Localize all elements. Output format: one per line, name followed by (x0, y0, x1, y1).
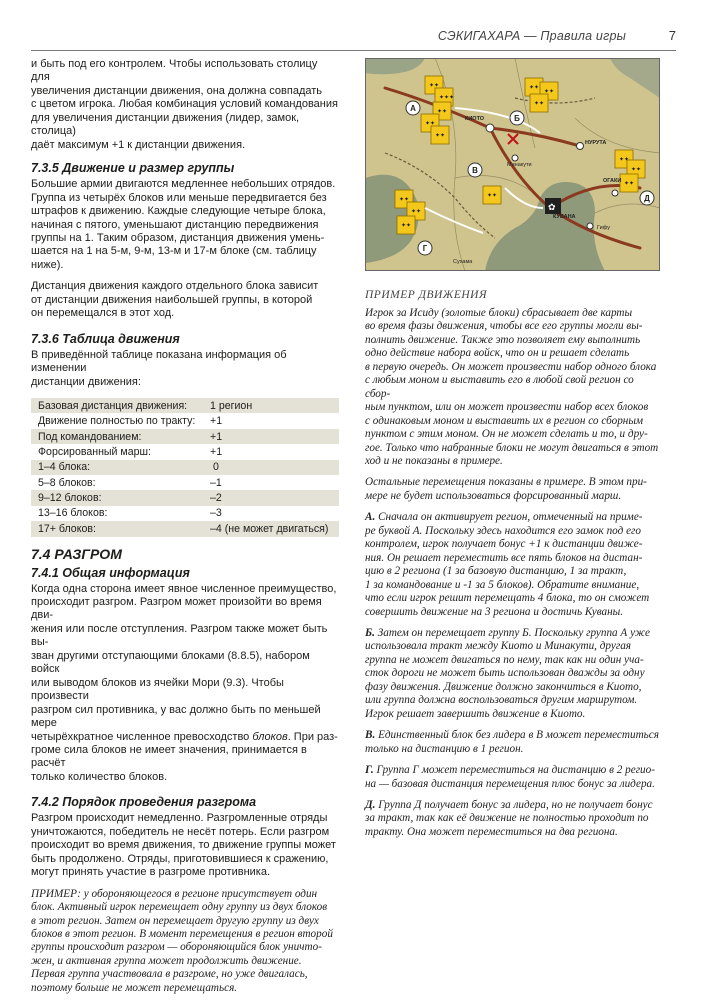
page-number: 7 (668, 28, 676, 43)
svg-text:✦✦: ✦✦ (429, 82, 440, 89)
marker-v: В (472, 166, 478, 175)
page-header (31, 26, 676, 51)
section-heading-7-4: 7.4 РАЗГРОМ (31, 545, 122, 562)
svg-text:✦✦: ✦✦ (435, 132, 446, 139)
label-minakuchi: Минакути (507, 162, 532, 168)
map-illustration (365, 58, 660, 271)
svg-text:✦✦: ✦✦ (487, 192, 498, 199)
paragraph-rout-general: Когда одна сторона имеет явное численное преимущество, происходит разгром. Разгром может произойти во время дви- жения или после отступления. Разгром также может быть вы- зван другими отступающими блоками (8.8.5), набором войск или выводом блоков из ячейки Мори (9.3). Чтобы произвести разгром сил противника, у вас должно быть по меньшей мере четырёхкратное численное превосходство блоков. При раз- громе сила блоков не имеет значения, принимается в расчёт только количество блоков. (31, 582, 338, 783)
label-kyoto: КИОТО (465, 116, 485, 122)
svg-text:✦✦: ✦✦ (411, 208, 422, 215)
label-gifu: Гифу (597, 225, 610, 231)
label-kuwana: КУВАНА (553, 214, 576, 220)
table-row: 5–8 блоков: –1 (38, 476, 222, 489)
svg-text:✦✦: ✦✦ (534, 100, 545, 107)
paragraph-group-size: Большие армии двигаются медленнее небольших отрядов. Группа из четырёх блоков или меньше передвигается без штрафов к движению. Каждые следующие четыре блока, начиная с пятого, уменьшают дистанцию передвижения группы на 1. Таким образом, дистанция движения умень- шается на 1 на 5-м, 9-м, 13-м и 17-м блоке (см. таблицу ниже). (31, 178, 336, 271)
svg-text:✦✦: ✦✦ (399, 196, 410, 203)
example-others: Остальные перемещения показаны в примере. В этом при- мере не будет использоваться форсированный марш. (365, 476, 647, 502)
marker-b: Б (514, 114, 520, 123)
label-nugata: НУРУТА (585, 140, 607, 146)
example-intro: Игрок за Исиду (золотые блоки) сбрасывает две карты во время фазы движения, чтобы все его группы могли вы- полнить движение. Также это позволяет ему выполнить одно действие набора войск, что он и решает сделать в первую очередь. Он может произвести набор одного блока с любым моном и выставить его в любой свой регион со сбор- ным пунктом, или он может произвести набор всех блоков с одинаковым моном и выставить их в регион со сборным пунктом с этим моном. Он не может сделать и то, и дру- гое. Только что набранные блоки не могут двигаться в этот ход и не показаны в примере. (365, 307, 659, 467)
section-heading-7-4-1: 7.4.1 Общая информация (31, 565, 190, 580)
marker-a: А (410, 104, 416, 113)
table-row: Форсированный марш: +1 (38, 445, 223, 458)
table-row: Базовая дистанция движения: 1 регион (31, 398, 339, 413)
section-heading-7-4-2: 7.4.2 Порядок проведения разгрома (31, 795, 257, 810)
example-b: Б. Затем он перемещает группу Б. Поскольку группа А уже использовала тракт между Киото и Минакути, другая группа не может двигаться по нему, так как ни один уча- сток дороги не может быть использован дважды за одну фазу движения. Движение должно закончиться в Киото, или группа должна воспользоваться другим маршрутом. Игрок решает завершить движение в Киото. (365, 626, 650, 720)
example-d: Д. Группа Д получает бонус за лидера, но не получает бонус за тракт, так как её движение не полностью проходит по тракту. Она может переместиться на два региона. (365, 798, 653, 838)
left-column (31, 58, 339, 995)
table-row: 1–4 блока: 0 (31, 460, 339, 475)
svg-text:✦✦✦: ✦✦✦ (439, 94, 455, 101)
example-g: Г. Группа Г может переместиться на дистанцию в 2 регио- на — базовая дистанция перемещения плюс бонус за лидера. (365, 764, 655, 790)
svg-text:✦✦: ✦✦ (624, 180, 635, 187)
movement-table (31, 398, 339, 537)
section-heading-7-3-6: 7.3.6 Таблица движения (31, 331, 180, 346)
svg-text:✦✦: ✦✦ (437, 108, 448, 115)
table-row: Движение полностью по тракту: +1 (38, 415, 223, 428)
table-row: Под командованием: +1 (31, 429, 339, 444)
svg-text:✦✦: ✦✦ (619, 156, 630, 163)
running-title: СЭКИГАХАРА — Правила игры (437, 29, 626, 43)
example-title: ПРИМЕР ДВИЖЕНИЯ (365, 289, 488, 301)
rout-example: ПРИМЕР: у обороняющегося в регионе присутствует один блок. Активный игрок перемещает одну группу из двух блоков в этот регион. Затем он перемещает другую группу из двух блоков в этот регион. В момент перемещения в регион второй группы происходит разгром — обороняющийся блок уничто- жен, и активная группа может продолжить движение. Первая группа участвовала в разгроме, но уже двигалась, поэтому больше не может перемещаться. (31, 887, 333, 994)
movement-example-map (365, 58, 660, 271)
svg-text:✦✦: ✦✦ (529, 84, 540, 91)
label-ogaki: ОГАКИ (603, 178, 622, 184)
paragraph-block-distance: Дистанция движения каждого отдельного блока зависит от дистанции движения наибольшей группы, в которой он перемещался в этот ход. (31, 280, 319, 320)
table-row: 13–16 блоков: –3 (38, 507, 222, 520)
right-column (365, 58, 660, 839)
section-heading-7-3-5: 7.3.5 Движение и размер группы (31, 161, 235, 176)
svg-text:✦✦: ✦✦ (401, 222, 412, 229)
table-row: 9–12 блоков: –2 (31, 490, 339, 505)
svg-text:✦✦: ✦✦ (544, 88, 555, 95)
table-row: 17+ блоков: –4 (не может двигаться) (31, 521, 339, 536)
marker-d: Д (644, 194, 650, 203)
marker-g: Г (422, 244, 428, 253)
svg-text:✿: ✿ (548, 203, 556, 213)
label-sukhama: Сухама (453, 259, 473, 265)
svg-text:✦✦: ✦✦ (425, 120, 436, 127)
example-a: А. Сначала он активирует регион, отмеченный на приме- ре буквой А. Поскольку здесь находится его замок под его контролем, игрок получает бонус +1 к дистанции движе- ния. Он решает переместить все пять блоков на дистан- цию в 2 региона (1 за базовую дистанцию, 1 за тракт, 1 за командование и -1 за 5 блоков). Обратите внимание, что если игрок решит перемещать 4 блока, то он сможет совершить движение на 3 региона и достичь Куваны. (365, 511, 650, 618)
paragraph-table-intro: В приведённой таблице показана информация об изменении дистанции движения: (31, 348, 287, 388)
example-v: В. Единственный блок без лидера в В может переместиться только на дистанцию в 1 регион. (365, 729, 659, 755)
svg-text:✦✦: ✦✦ (631, 166, 642, 173)
intro-paragraph: и быть под его контролем. Чтобы использовать столицу для увеличения дистанции движения, она должна совпадать с цветом игрока. Любая комбинация условий командования для увеличения дистанции движения (лидер, замок, столица) даёт максимум +1 к дистанции движения. (31, 58, 338, 151)
paragraph-rout-procedure: Разгром происходит немедленно. Разгромленные отряды уничтожаются, победитель не несёт потерь. Если разгром происходит во время движения, то движение группы может быть продолжено. Отряды, приготовившиеся к сражению, могут принять участие в разгроме противника. (31, 812, 336, 879)
